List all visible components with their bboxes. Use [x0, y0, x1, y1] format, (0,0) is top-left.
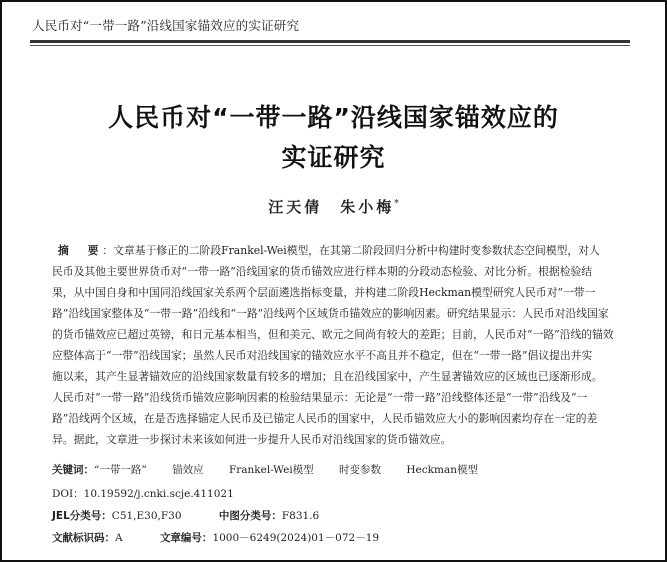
abstract-line: 果，从中国自身和中国同沿线国家关系两个层面遴选指标变量，并构建二阶段Heckman模型研究人民币对“一带一	[52, 286, 596, 299]
abstract-line: 异。据此，文章进一步探讨未来该如何进一步提升人民币对沿线国家的货币锚效应。	[52, 433, 452, 446]
cn-class-value: F831.6	[281, 510, 320, 522]
document-ids	[52, 530, 379, 545]
jel-label: JEL分类号：	[52, 510, 112, 522]
abstract-line: 路”沿线两个区域，在是否选择锚定人民币及已锚定人民币的国家中，人民币锚效应大小的影响因素均存在一定的差	[52, 412, 598, 425]
abstract-line: 路”沿线国家整体及“一带一路”沿线和“一路”沿线两个区域货币锚效应的影响因素。研究结果显示：人民币对沿线国家	[52, 307, 609, 320]
keyword-item: Frankel-Wei模型	[228, 464, 314, 476]
header-rule-thick	[30, 40, 630, 43]
abstract-line: 施以来，其产生显著锚效应的沿线国家数量有较多的增加；且在沿线国家中，产生显著锚效应的区域也已逐渐形成。	[52, 370, 603, 383]
running-head: 人民币对“一带一路”沿线国家锚效应的实证研究	[32, 18, 300, 33]
author-names	[0, 196, 667, 217]
keywords-label: 关键词：	[52, 464, 94, 476]
keyword-item: “一带一路”	[94, 464, 147, 476]
abstract-line: 应整体高于“一带”沿线国家；虽然人民币对沿线国家的锚效应水平不高且并不稳定，但在“一带一路”倡议提出并实	[52, 349, 593, 362]
header-rule-thin	[30, 45, 630, 46]
abstract-line: 的货币锚效应已超过英镑，和日元基本相当，但和美元、欧元之间尚有较大的差距；目前，人民币对“一路”沿线的锚效	[52, 328, 614, 341]
abstract-line: 人民币对“一带一路”沿线货币锚效应影响因素的检验结果显示：无论是“一带一路”沿线整体还是“一带”沿线及“一	[52, 391, 588, 404]
jel-value: C51,E30,F30	[111, 510, 182, 522]
title-line-2: 实证研究	[281, 143, 386, 172]
abstract-line: 民币及其他主要世界货币对“一带一路”沿线国家的货币锚效应进行样本期的分段动态检验、对比分析。根据检验结	[52, 265, 593, 278]
keyword-item: 锚效应	[172, 464, 204, 476]
doc-id-value: A	[115, 532, 123, 544]
title-line-1: 人民币对“一带一路”沿线国家锚效应的	[108, 103, 559, 132]
keyword-item: Heckman模型	[406, 464, 478, 476]
cn-class-label: 中图分类号：	[218, 510, 282, 522]
doc-id-label: 文献标识码：	[52, 532, 115, 544]
article-title	[0, 98, 667, 178]
keyword-item: 时变参数	[339, 464, 382, 476]
classification-codes	[52, 508, 319, 523]
keywords	[52, 462, 478, 477]
abstract-label: 摘 要	[58, 244, 103, 257]
article-number-label: 文章编号：	[159, 532, 213, 544]
author-names-text: 汪天倩 朱小梅	[268, 198, 395, 216]
doi: DOI：10.19592/j.cnki.scje.411021	[52, 488, 234, 500]
abstract-line: 摘 要：文章基于修正的二阶段Frankel-Wei模型，在其第二阶段回归分析中构建时变参数状态空间模型，对人	[58, 244, 600, 257]
author-note-mark: *	[394, 199, 399, 209]
article-number-value: 1000－6249(2024)01－072－19	[212, 532, 380, 544]
abstract	[52, 240, 630, 450]
